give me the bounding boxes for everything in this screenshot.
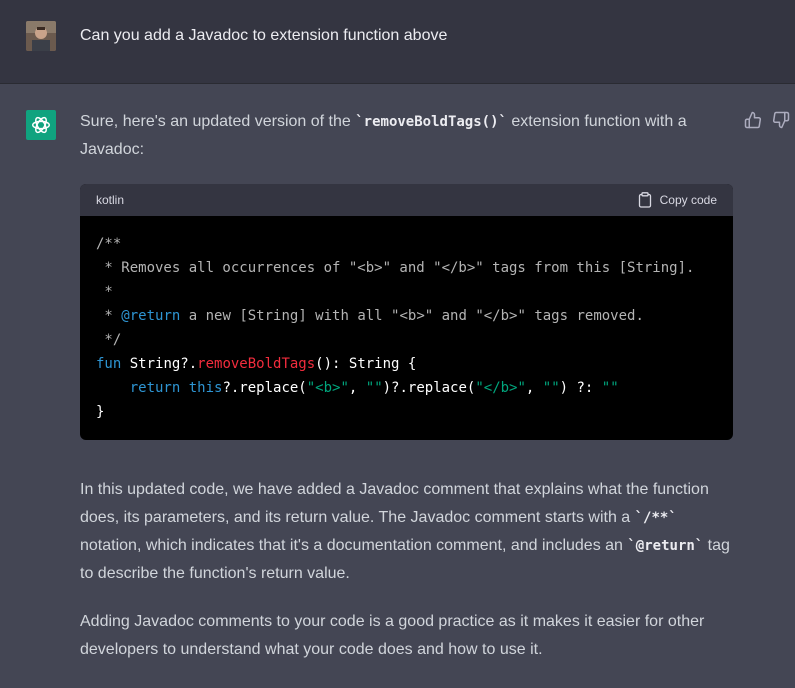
code-line xyxy=(96,352,717,376)
clipboard-icon xyxy=(638,192,652,208)
user-message-row xyxy=(0,0,795,84)
code-text: ) ?: xyxy=(559,380,602,396)
code-string: "" xyxy=(365,380,383,396)
code-keyword: this xyxy=(188,380,223,396)
code-text: ?.replace( xyxy=(222,380,307,396)
user-avatar xyxy=(26,21,56,51)
code-line xyxy=(96,256,717,280)
code-string: "" xyxy=(542,380,560,396)
code-string: "" xyxy=(601,380,619,396)
code-comment: /** xyxy=(96,236,122,252)
code-string: "<b>" xyxy=(306,380,349,396)
code-line xyxy=(96,400,717,424)
code-text: String?. xyxy=(121,356,198,372)
intro-suffix: extension function with a Javadoc: xyxy=(80,113,687,158)
code-text: , xyxy=(525,380,543,396)
thumbs-down-icon[interactable] xyxy=(772,111,790,129)
inline-code: `/**` xyxy=(634,510,677,526)
code-line xyxy=(96,328,717,352)
code-comment: */ xyxy=(96,332,122,348)
code-line xyxy=(96,304,717,328)
paragraph-text: In this updated code, we have added a Javadoc comment that explains what the function does, its parameters, and its return value. The Javadoc comment starts with a xyxy=(80,481,709,526)
openai-logo-icon xyxy=(30,114,52,136)
code-line xyxy=(96,232,717,256)
code-block xyxy=(80,184,733,440)
code-text: )?.replace( xyxy=(382,380,476,396)
code-text: , xyxy=(348,380,366,396)
code-text: (): String { xyxy=(315,356,417,372)
copy-code-label: Copy code xyxy=(659,193,717,207)
code-function-name: removeBoldTags xyxy=(197,356,316,372)
code-keyword: fun xyxy=(96,356,122,372)
code-text: } xyxy=(96,404,105,420)
code-language-label: kotlin xyxy=(96,193,125,207)
paragraph-text: notation, which indicates that it's a documentation comment, and includes an xyxy=(80,537,628,554)
copy-code-button[interactable] xyxy=(638,192,717,208)
code-line xyxy=(96,376,717,400)
assistant-paragraph-1 xyxy=(80,476,740,588)
code-comment: * Removes all occurrences of "<b>" and "</b>" tags from this [String]. xyxy=(96,260,695,276)
intro-prefix: Sure, here's an updated version of the xyxy=(80,113,356,130)
inline-code: `@return` xyxy=(627,538,704,554)
code-line xyxy=(96,280,717,304)
code-comment: * xyxy=(96,284,113,300)
code-comment: * xyxy=(96,308,122,324)
code-indent xyxy=(96,380,130,396)
code-keyword: return xyxy=(129,380,181,396)
assistant-intro xyxy=(80,108,740,164)
paragraph-text: tag to describe the function's return value. xyxy=(80,537,730,582)
code-doc-tag: @return xyxy=(121,308,181,324)
assistant-message-row xyxy=(0,84,795,688)
assistant-avatar xyxy=(26,110,56,140)
code-comment: a new [String] with all "<b>" and "</b>" tags removed. xyxy=(180,308,644,324)
code-block-header xyxy=(80,184,733,216)
code-content xyxy=(80,216,733,424)
intro-inline-code: `removeBoldTags()` xyxy=(355,114,507,130)
thumbs-up-icon[interactable] xyxy=(744,111,762,129)
user-message-text: Can you add a Javadoc to extension function above xyxy=(80,27,448,44)
code-text xyxy=(180,380,188,396)
code-string: "</b>" xyxy=(475,380,526,396)
assistant-paragraph-2 xyxy=(80,608,740,664)
paragraph-text: Adding Javadoc comments to your code is a good practice as it makes it easier for other developers to understand what your code does and how to use it. xyxy=(80,613,705,658)
user-photo-icon xyxy=(26,21,56,51)
